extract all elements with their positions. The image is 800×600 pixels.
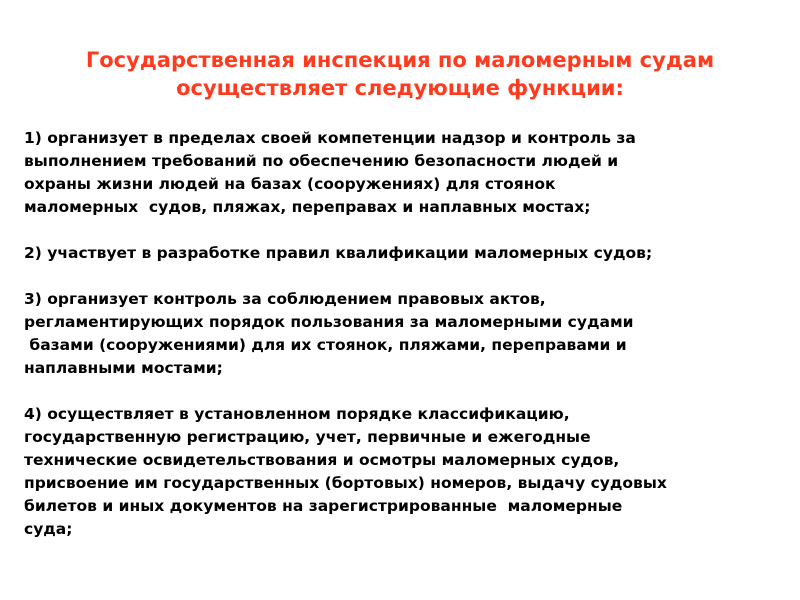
function-item-1 — [24, 127, 794, 219]
text-line: 3) организует контроль за соблюдением правовых актов, — [24, 290, 546, 308]
text-line: регламентирующих порядок пользования за маломерными судами — [24, 313, 634, 331]
text-line: 4) осуществляет в установленном порядке классификацию, — [24, 405, 570, 423]
text-line: выполнением требований по обеспечению безопасности людей и — [24, 152, 619, 170]
text-line: базами (сооружениями) для их стоянок, пляжами, переправами и — [24, 336, 627, 354]
text-line: технические освидетельствования и осмотры маломерных судов, — [24, 451, 620, 469]
text-line: охраны жизни людей на базах (сооружениях) для стоянок — [24, 175, 556, 193]
title-line: Государственная инспекция по маломерным судам — [85, 48, 715, 72]
text-line: государственную регистрацию, учет, первичные и ежегодные — [24, 428, 591, 446]
text-line: суда; — [24, 520, 73, 538]
slide-title — [0, 46, 800, 102]
text-line: маломерных судов, пляжах, переправах и наплавных мостах; — [24, 198, 591, 216]
function-item-2 — [24, 242, 794, 265]
function-item-4 — [24, 403, 794, 541]
text-line: присвоение им государственных (бортовых) номеров, выдачу судовых — [24, 474, 667, 492]
text-line: наплавными мостами; — [24, 359, 223, 377]
text-line: 2) участвует в разработке правил квалификации маломерных судов; — [24, 244, 653, 262]
text-line: билетов и иных документов на зарегистрированные маломерные — [24, 497, 623, 515]
function-item-3 — [24, 288, 794, 380]
functions-list — [24, 127, 794, 564]
title-line: осуществляет следующие функции: — [176, 76, 624, 100]
text-line: 1) организует в пределах своей компетенции надзор и контроль за — [24, 129, 636, 147]
